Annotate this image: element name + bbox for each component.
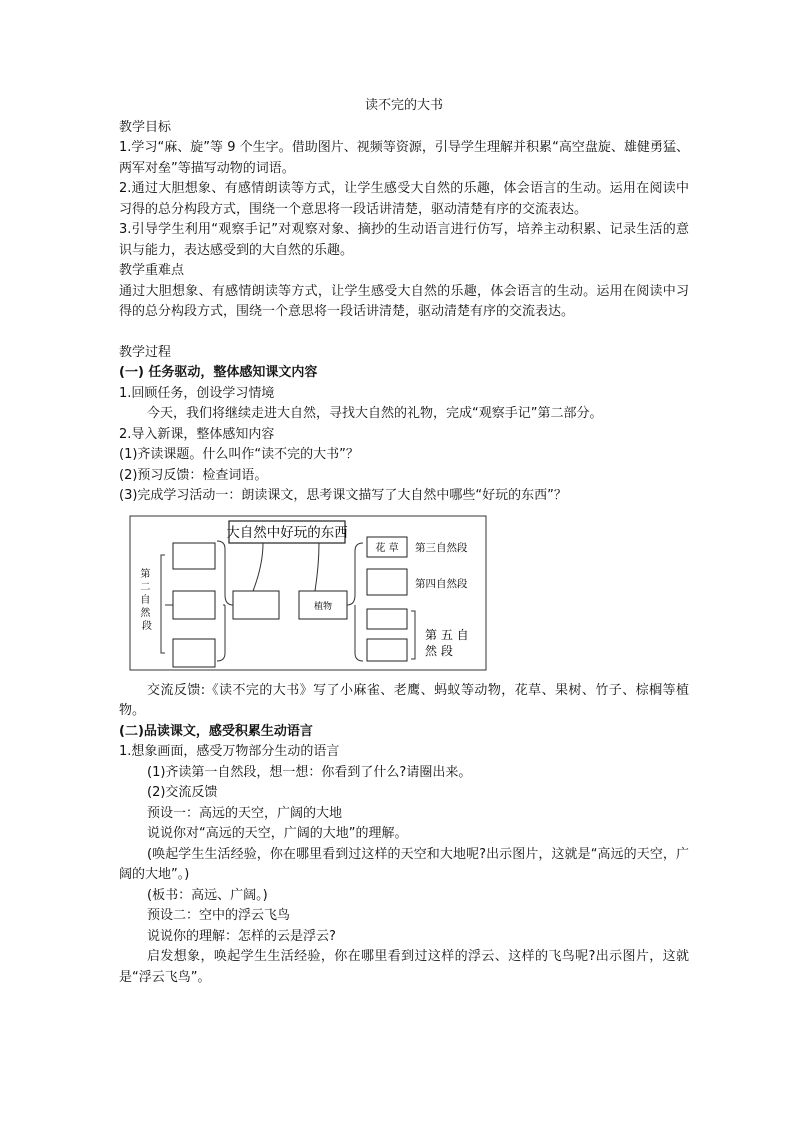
feedback-text: 交流反馈:《读不完的大书》写了小麻雀、老鹰、蚂蚁等动物，花草、果树、竹子、棕榈等植物。 — [119, 682, 689, 718]
center-box-animals — [233, 591, 279, 619]
section2-s2: (2)交流反馈 — [147, 785, 218, 800]
plant-label: 植物 — [313, 601, 333, 612]
connector-left — [253, 543, 263, 591]
right-box-3 — [367, 609, 407, 629]
process-heading: 教学过程 — [119, 344, 172, 360]
section2-s4: 说说你对“高远的天空，广阔的大地”的理解。 — [147, 826, 408, 841]
left-box-3 — [173, 639, 215, 667]
section1-sub1: (1)齐读课题。什么叫作“读不完的大书”？ — [119, 447, 359, 462]
section2-s6: (板书：高远、广阔。) — [147, 887, 268, 903]
right-box-2 — [367, 569, 407, 595]
right-brace — [347, 543, 363, 661]
objective-3: 3.引导学生利用“观察手记”对观察对象、摘抄的生动语言进行仿写，培养主动积累、记录生活的意识与能力，表达感受到的大自然的乐趣。 — [119, 222, 689, 258]
section2-item1: 1.想象画面，感受万物部分生动的语言 — [119, 744, 340, 759]
section1-item1: 1.回顾任务，创设学习情境 — [119, 385, 275, 401]
spacer — [119, 323, 689, 343]
document-title: 读不完的大书 — [364, 98, 443, 113]
right-bracket — [411, 611, 415, 659]
section2-s9: 启发想象，唤起学生生活经验，你在哪里看到过这样的浮云、这样的飞鸟呢?出示图片，这就是“浮云飞鸟”。 — [119, 949, 689, 985]
objectives-heading: 教学目标 — [119, 119, 172, 135]
section1-sub3: (3)完成学习活动一：朗读课文，思考课文描写了大自然中哪些“好玩的东西”？ — [119, 488, 567, 503]
para3-label: 第三自然段 — [415, 541, 468, 554]
left-box-1 — [173, 543, 215, 569]
connector-right — [315, 543, 319, 591]
left-label-c2: 二 — [140, 581, 151, 593]
document-page — [119, 96, 689, 988]
left-label-c4: 然 — [140, 607, 151, 619]
section1-item1-text: 今天，我们将继续走进大自然，寻找大自然的礼物，完成“观察手记”第二部分。 — [147, 406, 603, 421]
objective-1: 1.学习“麻、旋”等 9 个生字。借助图片、视频等资源，引导学生理解并积累“高空盘旋、雄健勇猛、两军对垒”等描写动物的词语。 — [119, 140, 689, 176]
right-box-4 — [367, 639, 407, 661]
section2-s7: 预设二：空中的浮云飞鸟 — [147, 908, 291, 923]
objective-2: 2.通过大胆想象、有感情朗读等方式，让学生感受大自然的乐趣，体会语言的生动。运用在阅读中习得的总分构段方式，围绕一个意思将一段话讲清楚，驱动清楚有序的交流表达。 — [119, 181, 689, 217]
section2-heading: (二)品读课文，感受积累生动语言 — [119, 723, 313, 739]
mind-map-svg — [129, 515, 489, 673]
para5-label-bottom: 然 段 — [425, 643, 453, 658]
left-vertical-label — [140, 567, 153, 632]
left-bracket — [161, 555, 165, 653]
keypoints-text: 通过大胆想象、有感情朗读等方式，让学生感受大自然的乐趣，体会语言的生动。运用在阅读中习得的总分构段方式，围绕一个意思将一段话讲清楚，驱动清楚有序的交流表达。 — [119, 283, 689, 319]
para5-label-top: 第 五 自 — [425, 627, 469, 642]
section1-heading: (一) 任务驱动，整体感知课文内容 — [119, 365, 318, 380]
section2-s5: (唤起学生生活经验，你在哪里看到过这样的天空和大地呢?出示图片，这就是“高远的天空，广阔的大地”。) — [119, 846, 689, 882]
keypoints-heading: 教学重难点 — [119, 263, 185, 278]
section1-sub2: (2)预习反馈：检查词语。 — [119, 467, 268, 483]
left-label-c3: 自 — [140, 594, 151, 606]
left-label-c5: 段 — [142, 620, 152, 632]
mind-map-diagram — [129, 515, 489, 673]
section1-item2: 2.导入新课，整体感知内容 — [119, 426, 275, 442]
section2-s8: 说说你的理解：怎样的云是浮云? — [147, 928, 336, 944]
section2-s1: (1)齐读第一自然段，想一想：你看到了什么?请圈出来。 — [147, 764, 472, 780]
para4-label: 第四自然段 — [415, 577, 468, 590]
left-box-2 — [173, 591, 215, 619]
section2-s3: 预设一：高远的天空，广阔的大地 — [147, 805, 343, 821]
left-label-c1: 第 — [140, 568, 151, 580]
left-brace — [217, 541, 233, 661]
diagram-title-text: 大自然中好玩的东西 — [226, 524, 348, 541]
flower-label: 花 草 — [375, 542, 399, 554]
